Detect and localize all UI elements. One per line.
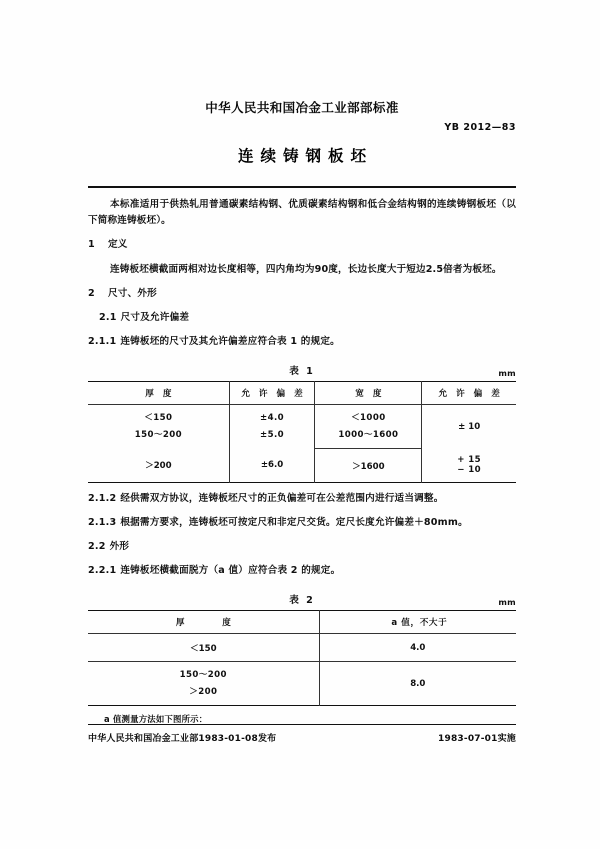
issuing-authority: 中华人民共和国冶金工业部部标准 xyxy=(205,100,399,115)
footer-publisher: 中华人民共和国冶金工业部1983-01-08发布 xyxy=(88,734,277,744)
table-1-caption: 表 1 xyxy=(289,366,315,377)
clause-text-2-1-2: 经供需双方协议，连铸板坯尺寸的正负偏差可在公差范围内进行适当调整。 xyxy=(120,493,444,504)
table-2-block xyxy=(88,592,516,725)
table-row xyxy=(88,405,516,449)
title-divider xyxy=(88,186,516,188)
table-2-value-1: 4.0 xyxy=(319,634,516,662)
table-1-thickness-tol-group-1 xyxy=(229,405,315,449)
clause-2-1-2 xyxy=(88,491,516,507)
table-row xyxy=(88,662,516,706)
clause-number-2-1: 2.1 xyxy=(99,312,117,323)
clause-text-2-1-3: 根据需方要求，连铸板坯可按定尺和非定尺交货。定尺长度允许偏差＋80mm。 xyxy=(120,517,468,528)
section-title-1: 定义 xyxy=(108,239,128,250)
table-row xyxy=(88,634,516,662)
clause-heading-2-2 xyxy=(88,539,516,555)
clause-text-2-2-1: 连铸板坯横截面脱方（a 值）应符合表 2 的规定。 xyxy=(120,565,341,576)
table-1-width-tol-minus: − 10 xyxy=(457,465,482,476)
footer-row xyxy=(88,731,516,744)
table-1-col-thickness: 厚 度 xyxy=(145,389,175,399)
footer-divider xyxy=(88,724,516,725)
table-1-width-2: 1000～1600 xyxy=(338,429,399,440)
section-heading-1 xyxy=(88,237,516,253)
table-1-width-3: ＞1600 xyxy=(315,449,422,483)
table-1-width-tol-group-2 xyxy=(422,449,516,483)
table-1-width-group-1 xyxy=(315,405,422,449)
table-2-thickness-2: 150～200 xyxy=(179,669,227,680)
table-1-thickness-tol-3: ±6.0 xyxy=(229,449,315,483)
table-2-value-2: 8.0 xyxy=(319,662,516,706)
table-2-thickness-3: ＞200 xyxy=(189,686,218,697)
standard-number: YB 2012—83 xyxy=(444,122,516,133)
clause-number-2-1-2: 2.1.2 xyxy=(88,493,117,504)
table-2-caption: 表 2 xyxy=(289,595,315,606)
table-1-thickness-tol-1: ±4.0 xyxy=(260,412,285,423)
table-1-header-row xyxy=(88,382,516,405)
table-1-width-tol-group-1: ± 10 xyxy=(422,405,516,449)
table-2-unit: mm xyxy=(498,597,516,607)
clause-title-2-2: 外形 xyxy=(109,541,130,552)
table-1-thickness-3: ＞200 xyxy=(145,461,172,472)
table-2-thickness-group-2 xyxy=(88,662,319,706)
clause-2-1-1 xyxy=(88,334,516,350)
table-2-footnote: a 值测量方法如下图所示： xyxy=(104,714,208,724)
section-number-2: 2 xyxy=(88,288,95,299)
clause-number-2-1-1: 2.1.1 xyxy=(88,336,117,347)
table-1-thickness-1: ＜150 xyxy=(144,412,173,423)
table-1-caption-row xyxy=(88,363,516,377)
table-2-col-a-value: a 值，不大于 xyxy=(319,611,516,634)
document-content xyxy=(88,98,516,725)
section-heading-2 xyxy=(88,286,516,302)
table-2 xyxy=(88,610,516,706)
table-2-header-row xyxy=(88,611,516,634)
table-2-caption-row xyxy=(88,592,516,606)
scope-paragraph: 本标准适用于供热轧用普通碳素结构钢、优质碳素结构钢和低合金结构钢的连续铸钢板坯（以下简称连铸板坯）。 xyxy=(88,199,516,226)
clause-title-2-1: 尺寸及允许偏差 xyxy=(120,312,190,323)
standard-number-row xyxy=(88,122,516,142)
table-1-col-width-tolerance: 允 许 偏 差 xyxy=(422,382,516,405)
clause-number-2-1-3: 2.1.3 xyxy=(88,517,117,528)
table-2-thickness-1: ＜150 xyxy=(190,643,217,654)
table-1-col-width: 宽 度 xyxy=(315,382,422,405)
clause-2-1-3 xyxy=(88,515,516,531)
table-1-width-tol-plus: + 15 xyxy=(457,454,482,465)
table-2-col-thickness: 厚 度 xyxy=(175,618,234,628)
table-1-thickness-2: 150～200 xyxy=(134,429,182,440)
table-1-unit: mm xyxy=(498,368,516,378)
page-title: 连续铸钢板坯 xyxy=(237,147,373,165)
page-footer xyxy=(88,724,516,744)
clause-number-2-2-1: 2.2.1 xyxy=(88,565,117,576)
clause-1-1-text: 连铸板坯横截面两相对边长度相等，四内角均为90度，长边长度大于短边2.5倍者为板坯。 xyxy=(110,264,502,275)
clause-2-2-1 xyxy=(88,563,516,579)
clause-text-2-1-1: 连铸板坯的尺寸及其允许偏差应符合表 1 的规定。 xyxy=(120,336,340,347)
section-number-1: 1 xyxy=(88,239,95,250)
table-1-col-thickness-tolerance: 允 许 偏 差 xyxy=(229,382,315,405)
footer-effective-date: 1983-07-01实施 xyxy=(438,734,516,744)
table-1-width-1: ＜1000 xyxy=(351,412,386,423)
section-title-2: 尺寸、外形 xyxy=(108,288,157,299)
table-1-block xyxy=(88,363,516,483)
table-row xyxy=(88,449,516,483)
clause-number-2-2: 2.2 xyxy=(88,541,106,552)
clause-heading-2-1 xyxy=(88,310,516,326)
table-1-thickness-group-1 xyxy=(88,405,229,449)
table-1 xyxy=(88,381,516,483)
table-1-thickness-tol-2: ±5.0 xyxy=(260,429,285,440)
